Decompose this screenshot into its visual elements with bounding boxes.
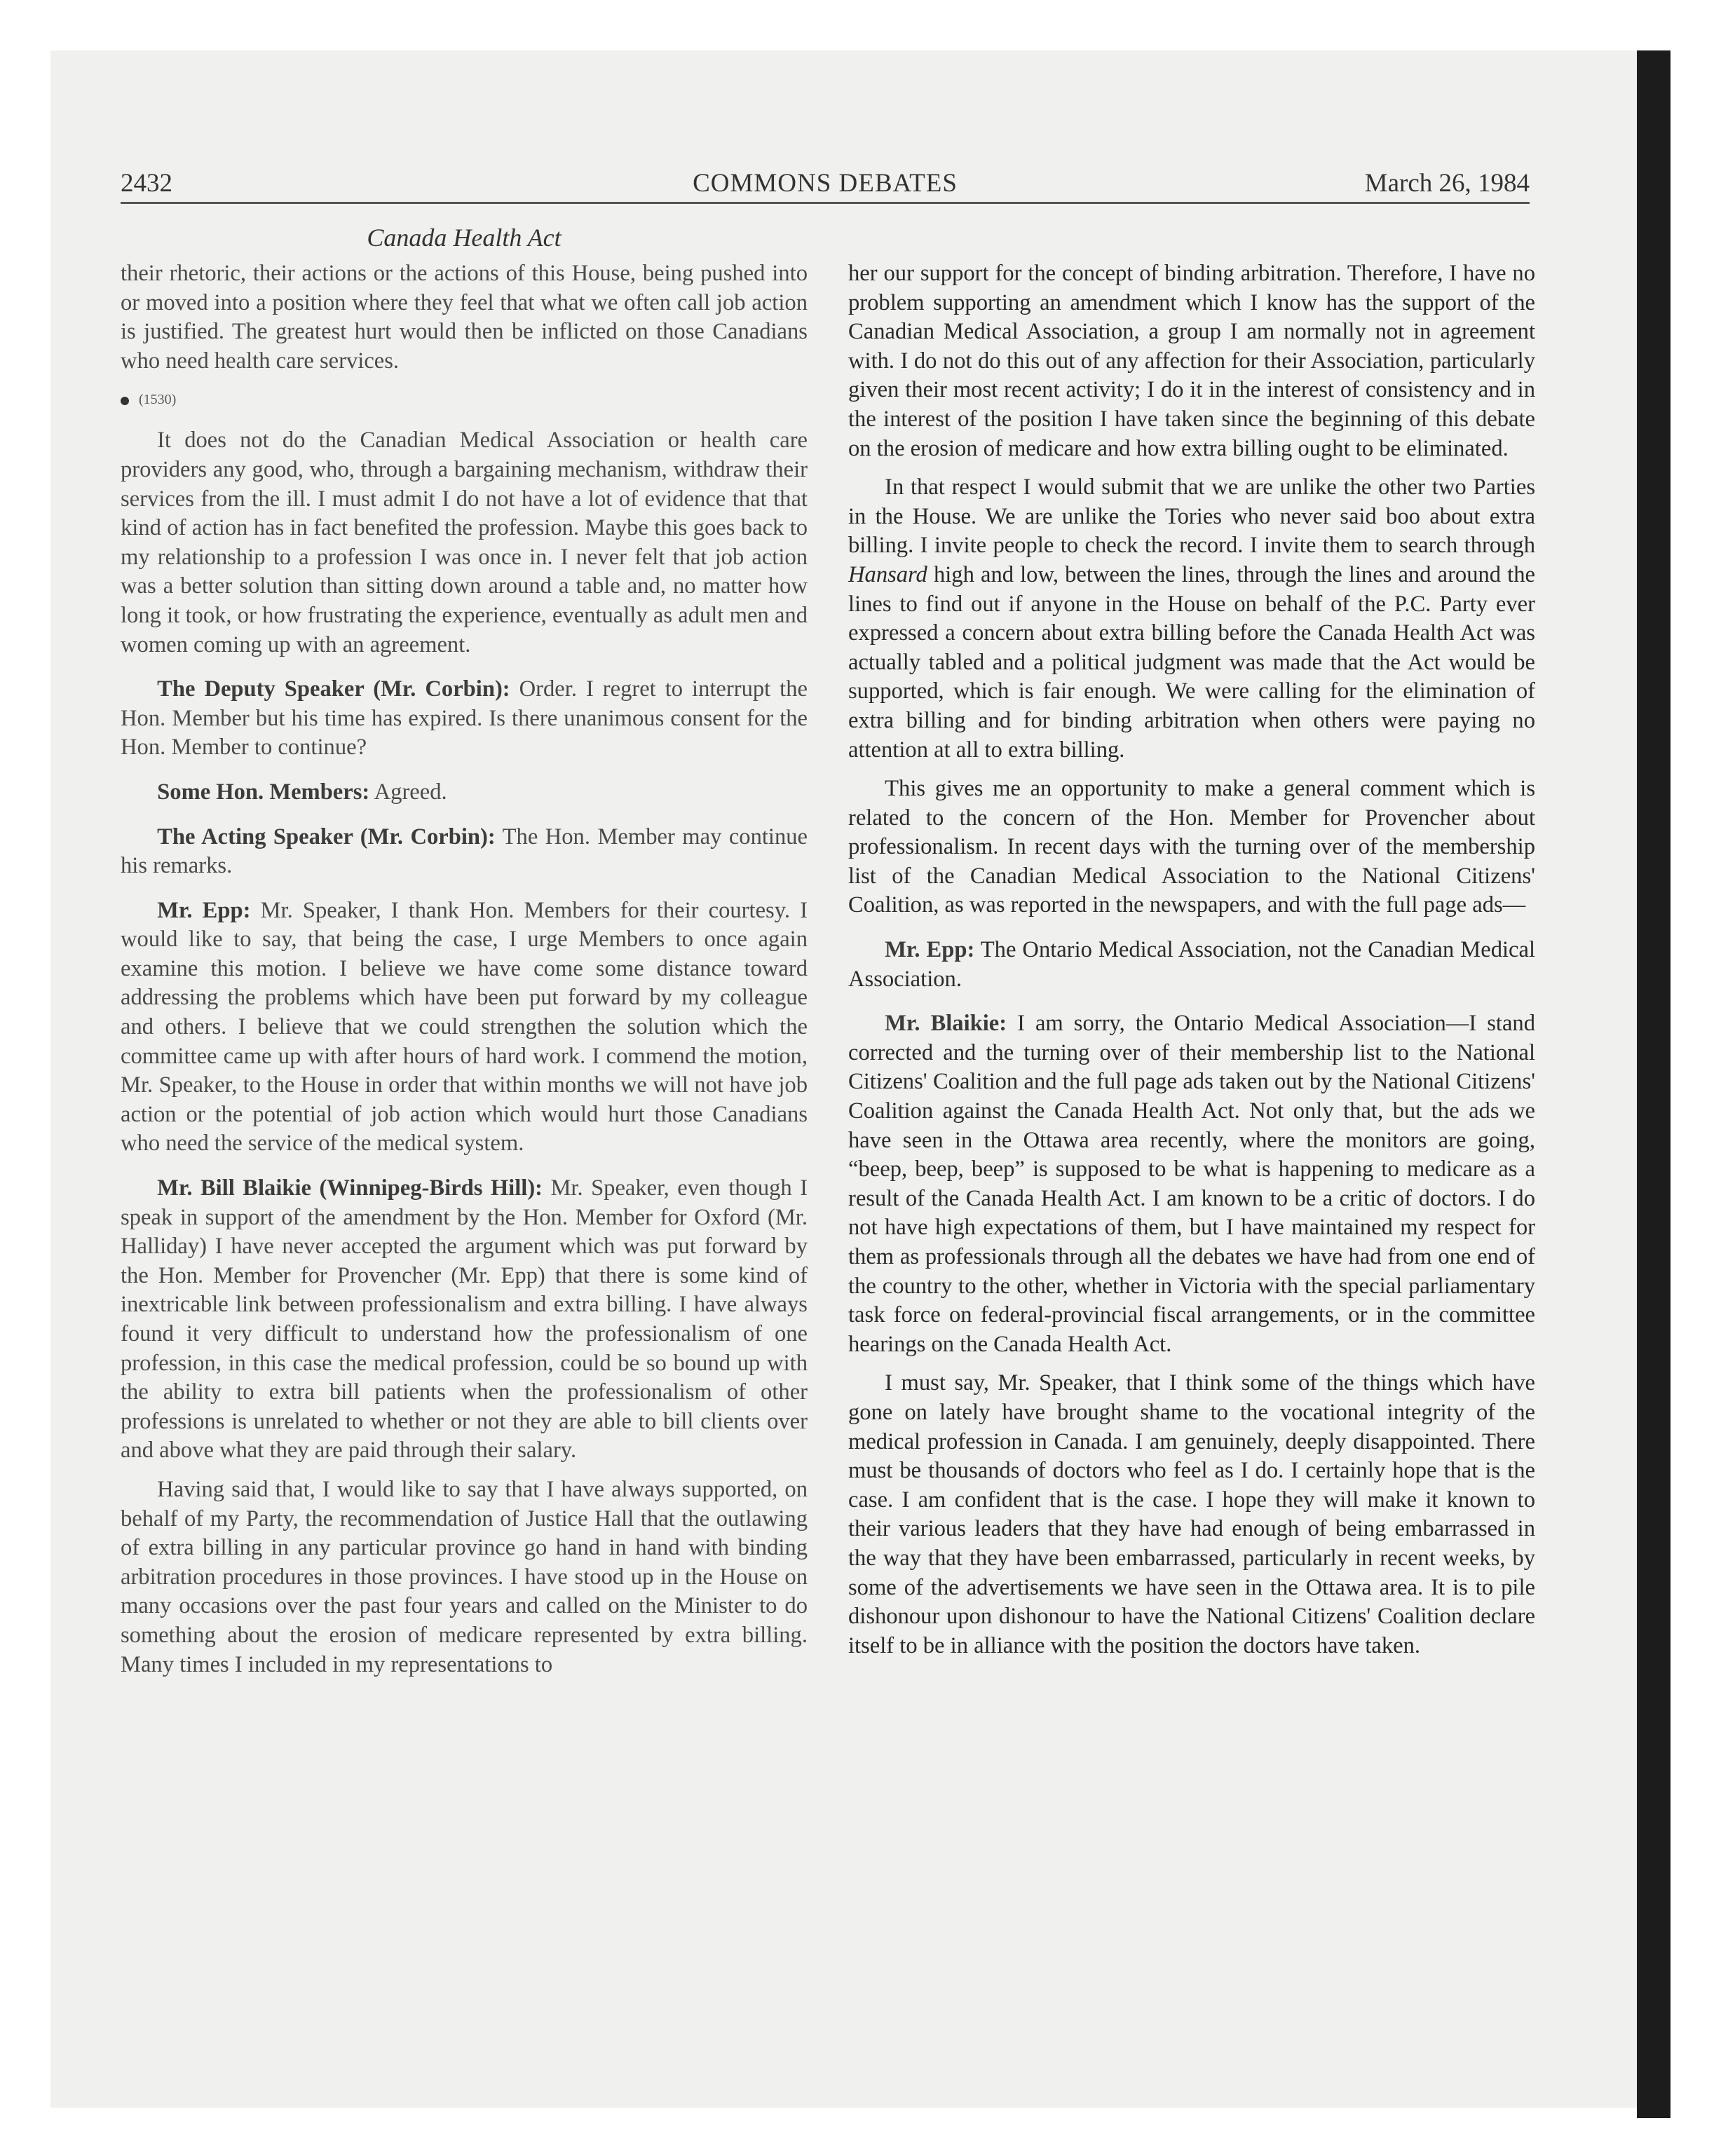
speech-text: Mr. Speaker, I thank Hon. Members for their courtesy. I would like to say, that being the case, I urge Members to once again examine this motion. I believe we have come some distance toward addressing the problems which have been put forward by my colleague and others. I believe that we could strengthen the solution which the committee came up with after hours of hard work. I commend the motion, Mr. Speaker, to the House in order that within months we will not have job action or the potential of job action which would hurt those Canadians who need the service of the medical system.	[121, 897, 808, 1157]
left-column	[121, 259, 808, 1695]
speaker-name: Mr. Epp:	[885, 937, 975, 963]
bullet-icon	[121, 397, 129, 405]
binding-edge-shadow	[1637, 50, 1671, 2118]
speech	[121, 896, 808, 1159]
paragraph: It does not do the Canadian Medical Association or health care providers any good, who, through a bargaining mechanism, withdraw their services from the ill. I must admit I do not have a lot of evidence that that kind of action has in fact benefited the profession. Maybe this goes back to my relationship to a profession I was once in. I never felt that job action was a better solution than sitting down around a table and, no matter how long it took, or how frustrating the experience, eventually as adult men and women coming up with an agreement.	[121, 428, 808, 657]
header-rule	[121, 202, 1530, 204]
timestamp	[121, 386, 808, 414]
publication-date: March 26, 1984	[1364, 169, 1530, 198]
speech	[848, 936, 1535, 994]
speech-text: Order. I regret to interrupt the Hon. Member but his time has expired. Is there unanimous consent for the Hon. Member to continue?	[121, 676, 808, 760]
publication-name: Hansard	[848, 561, 927, 587]
journal-title: COMMONS DEBATES	[693, 169, 958, 198]
section-title: Canada Health Act	[367, 224, 562, 252]
speech-text: I am sorry, the Ontario Medical Association—I stand corrected and the turning over of their membership list to the National Citizens' Coalition and the full page ads taken out by the National Citizens' Coalition against the Canada Health Act. Not only that, but the ads we have seen in the Ottawa area recently, where the monitors are going, “beep, beep, beep” is supposed to be what is happening to medicare as a result of the Canada Health Act. I am known to be a critic of doctors. I do not have high expectations of them, but I have maintained my respect for them as professionals through all the debates we have had from one end of the country to the other, whether in Victoria with the special parliamentary task force on federal-provincial fiscal arrangements, or in the committee hearings on the Canada Health Act.	[848, 1011, 1535, 1357]
paragraph: I must say, Mr. Speaker, that I think some of the things which have gone on lately have brought shame to the vocational integrity of the medical profession in Canada. I am genuinely, deeply disappointed. There must be thousands of doctors who feel as I do. I certainly hope that is the case. I am confident that is the case. I hope they will make it known to their various leaders that they have had enough of being embarrassed in the way that they have been embarrassed, particularly in recent weeks, by some of the advertisements we have seen in the Ottawa area. It is to pile dishonour upon dishonour to have the National Citizens' Coalition declare itself to be in alliance with the position the doctors have taken.	[848, 1370, 1535, 1658]
speaker-name: The Deputy Speaker (Mr. Corbin):	[157, 676, 510, 702]
speech	[121, 778, 808, 807]
speech-text: Agreed.	[374, 779, 447, 805]
speech	[121, 675, 808, 763]
speaker-name: Mr. Bill Blaikie (Winnipeg-Birds Hill):	[157, 1175, 543, 1201]
timestamp-label: (1530)	[139, 392, 177, 408]
paragraph-text: high and low, between the lines, through the lines and around the lines to find out if anyone in the House on behalf of the P.C. Party ever expressed a concern about extra billing before the Canada Health Act was actually tabled and a political judgment was made that the Act would be supported, which is fair enough. We were calling for the elimination of extra billing and for binding arbitration when others were paying no attention at all to extra billing.	[848, 561, 1535, 763]
paragraph: their rhetoric, their actions or the actions of this House, being pushed into or moved into a position where they feel that what we often call job action is justified. The greatest hurt would then be inflicted on those Canadians who need health care services.	[121, 261, 808, 374]
speaker-name: The Acting Speaker (Mr. Corbin):	[157, 824, 496, 850]
page-number: 2432	[121, 169, 172, 198]
paragraph: This gives me an opportunity to make a general comment which is related to the concern of the Hon. Member for Provencher about professionalism. In recent days with the turning over of the membership list of the Canadian Medical Association to the National Citizens' Coalition, as was reported in the newspapers, and with the full page ads—	[848, 776, 1535, 918]
paragraph	[848, 473, 1535, 765]
speech-text: The Hon. Member may continue his remarks.	[121, 824, 808, 879]
speech	[848, 1009, 1535, 1359]
speech-text: Mr. Speaker, even though I speak in support of the amendment by the Hon. Member for Oxford (Mr. Halliday) I have never accepted the argument which was put forward by the Hon. Member for Provencher (Mr. Epp) that there is some kind of inextricable link between professionalism and extra billing. I have always found it very difficult to understand how the professionalism of one profession, in this case the medical profession, could be so bound up with the ability to extra bill patients when the professionalism of other professions is unrelated to whether or not they are able to bill clients over and above what they are paid through their salary.	[121, 1175, 808, 1464]
speech	[121, 1174, 808, 1466]
speaker-name: Some Hon. Members:	[157, 779, 370, 805]
paragraph: her our support for the concept of binding arbitration. Therefore, I have no problem supporting an amendment which I know has the support of the Canadian Medical Association, a group I am normally not in agreement with. I do not do this out of any affection for their Association, particularly given their most recent activity; I do it in the interest of consistency and in the interest of the position I have taken since the beginning of this debate on the erosion of medicare and how extra billing ought to be eliminated.	[848, 261, 1535, 461]
speaker-name: Mr. Blaikie:	[885, 1011, 1007, 1037]
paragraph: Having said that, I would like to say that I have always supported, on behalf of my Party, the recommendation of Justice Hall that the outlawing of extra billing in any particular province go hand in hand with binding arbitration procedures in those provinces. I have stood up in the House on many occasions over the past four years and called on the Minister to do something about the erosion of medicare represented by extra billing. Many times I included in my representations to	[121, 1476, 808, 1677]
page-header	[121, 168, 1530, 203]
paragraph-text: In that respect I would submit that we are unlike the other two Parties in the House. We are unlike the Tories who never said boo about extra billing. I invite people to check the record. I invite them to search through	[848, 475, 1535, 559]
speech-text: The Ontario Medical Association, not the Canadian Medical Association.	[848, 937, 1536, 992]
right-column	[848, 259, 1535, 1676]
speaker-name: Mr. Epp:	[157, 897, 251, 923]
speech	[121, 823, 808, 881]
